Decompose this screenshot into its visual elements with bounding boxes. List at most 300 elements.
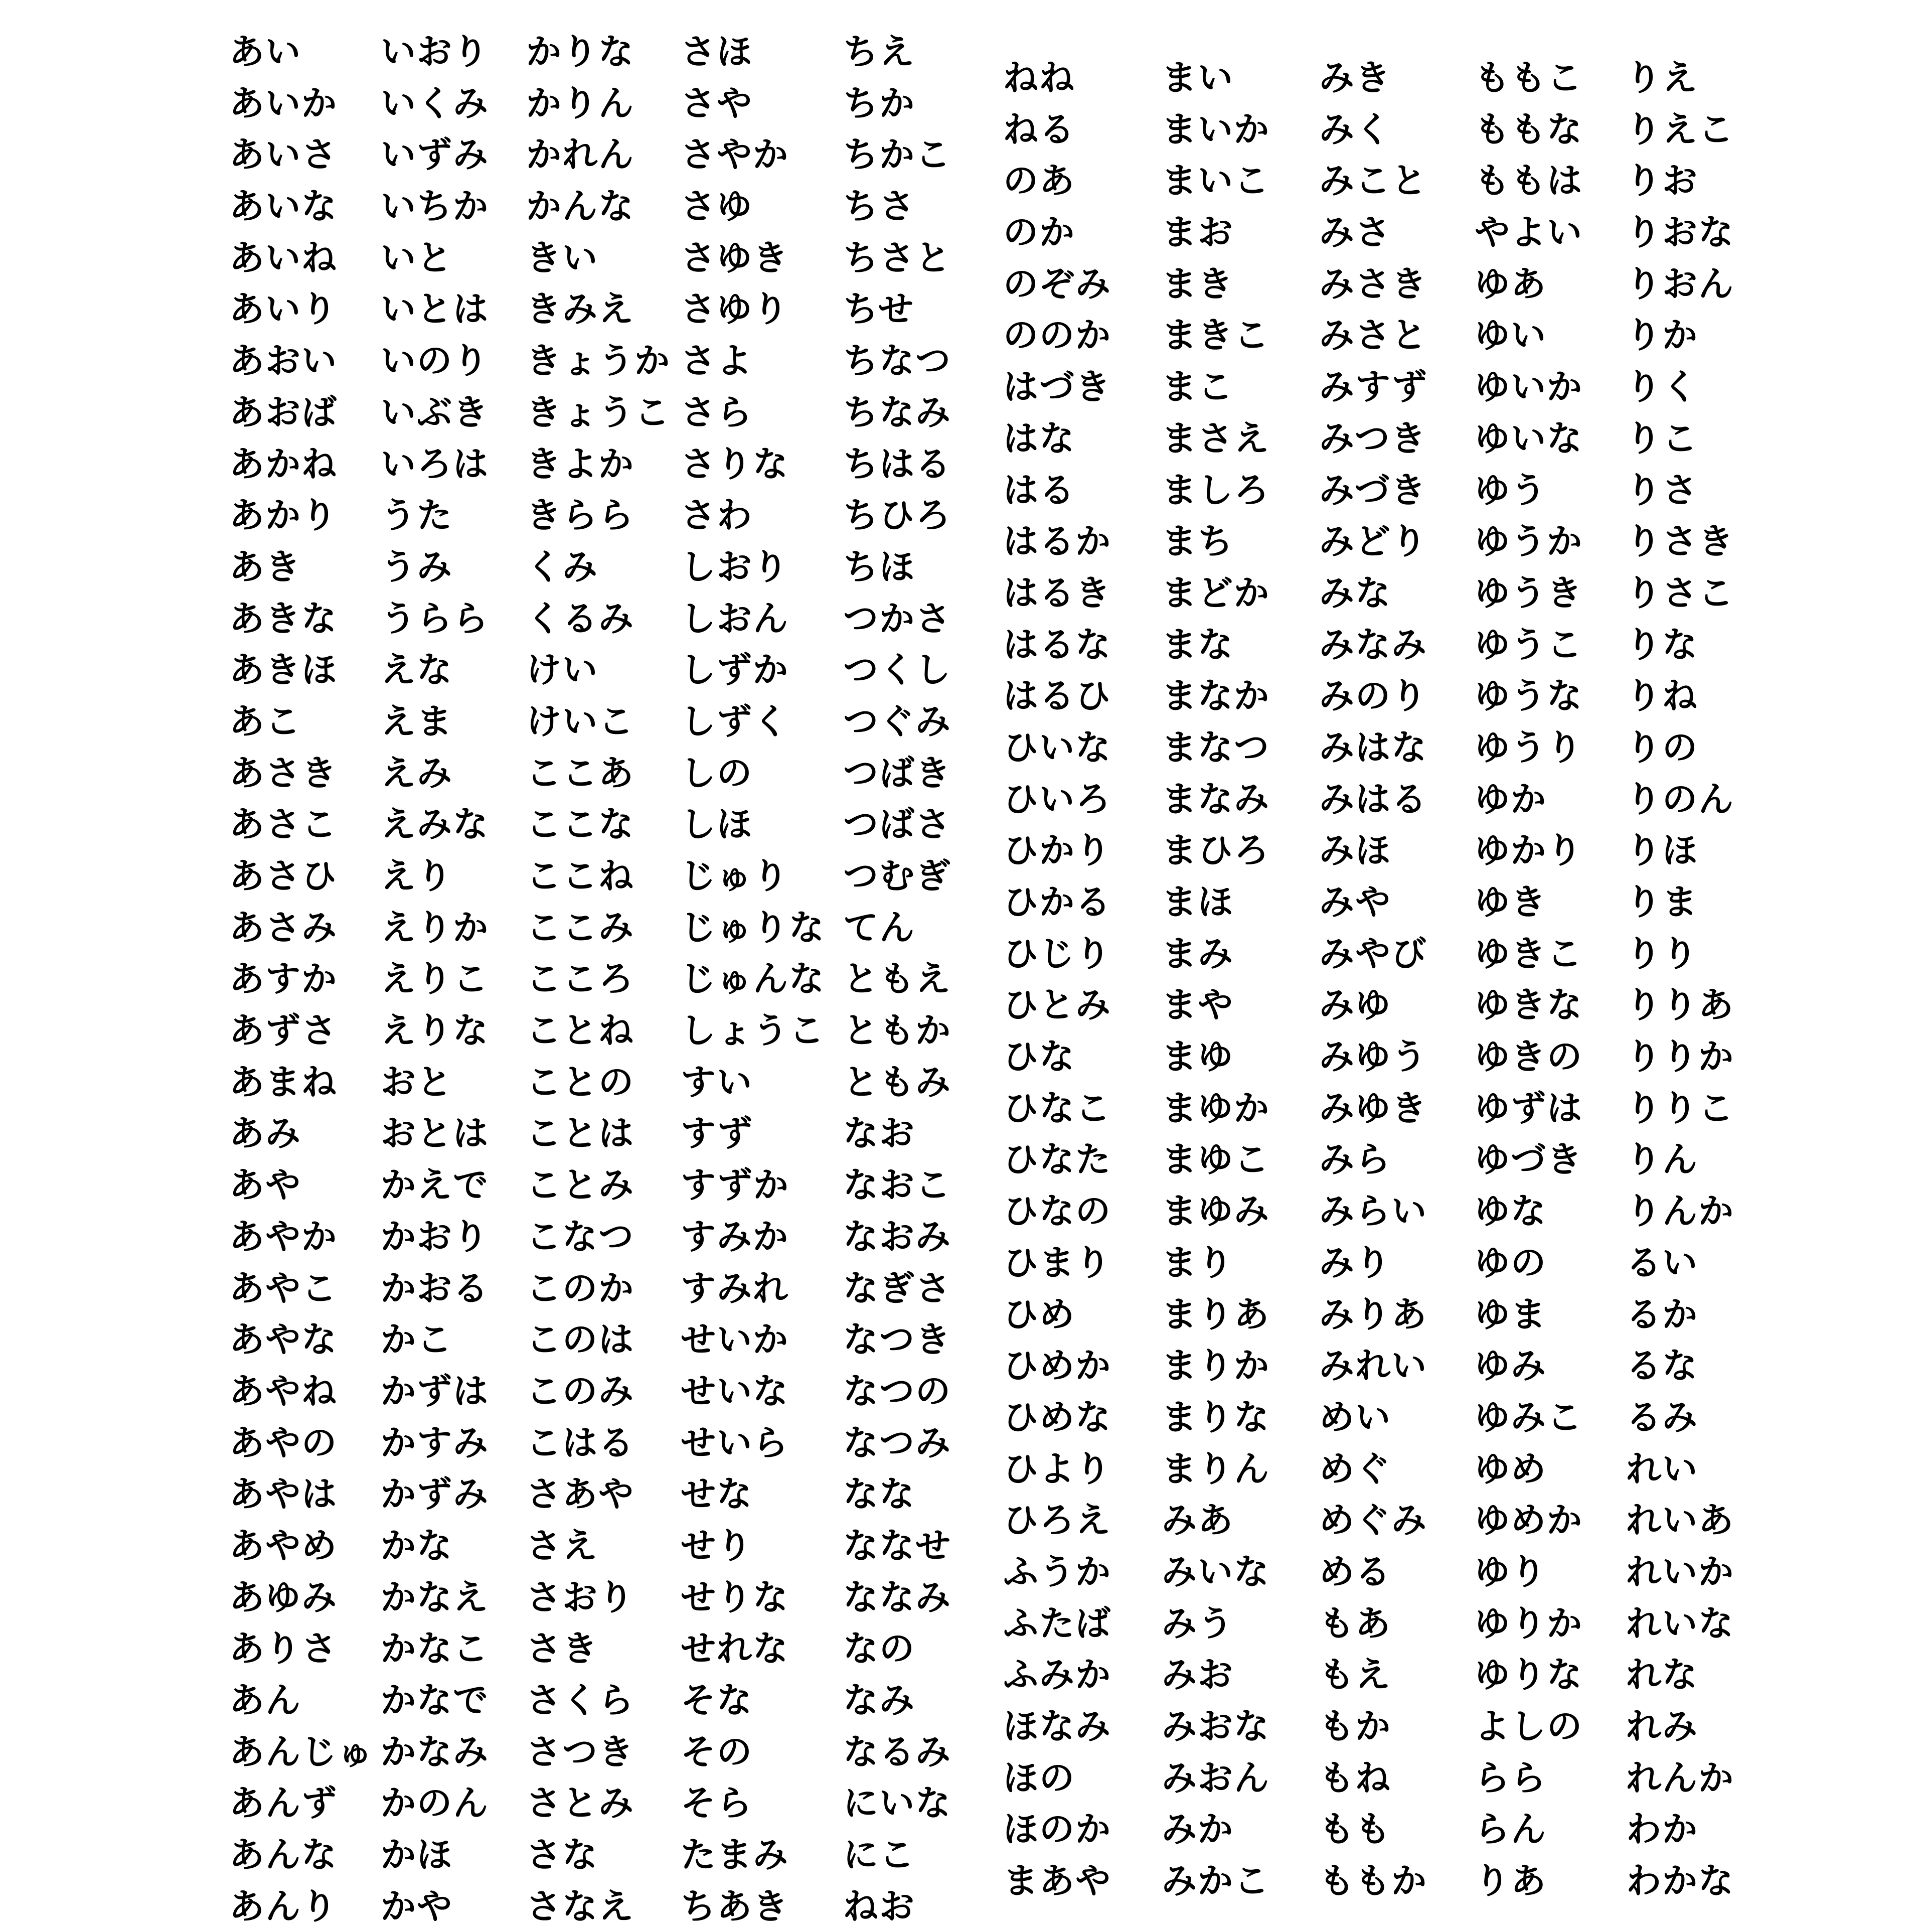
name-item: さき	[526, 1628, 598, 1670]
name-item: れいな	[1626, 1602, 1734, 1644]
name-item: あいか	[229, 82, 338, 124]
name-item: わか	[1626, 1809, 1698, 1850]
name-item: すみか	[681, 1216, 789, 1257]
name-item: あんず	[229, 1782, 338, 1824]
name-item: まなか	[1162, 675, 1270, 717]
name-column	[1319, 52, 1475, 1907]
name-item: ももは	[1475, 160, 1583, 202]
name-item: ゆり	[1475, 1551, 1547, 1592]
name-item: すみれ	[681, 1267, 789, 1309]
name-item: ゆりな	[1475, 1654, 1583, 1696]
name-item: にこ	[843, 1834, 915, 1876]
name-item: そな	[681, 1680, 753, 1721]
name-item: さえ	[526, 1525, 598, 1566]
name-item: みさき	[1319, 263, 1427, 305]
name-item: かえで	[381, 1164, 489, 1206]
name-item: まあや	[1003, 1860, 1111, 1902]
name-item: ひまり	[1003, 1242, 1111, 1283]
name-item: あんり	[229, 1885, 338, 1927]
name-item: あやの	[229, 1422, 338, 1463]
name-item: ななみ	[843, 1576, 951, 1618]
name-item: れいか	[1626, 1551, 1734, 1592]
name-item: ひなた	[1003, 1139, 1111, 1180]
name-item: さなえ	[526, 1885, 634, 1927]
name-item: ゆきこ	[1475, 933, 1583, 974]
name-item: りのん	[1626, 778, 1734, 820]
name-item: つくし	[843, 649, 951, 691]
name-item: れい	[1626, 1448, 1698, 1490]
name-item: ねね	[1003, 57, 1075, 98]
name-item: せれな	[681, 1628, 789, 1670]
name-item: せりな	[681, 1576, 789, 1618]
name-item: さゆ	[681, 186, 753, 227]
name-item: かなで	[381, 1680, 489, 1721]
name-item: かおる	[381, 1267, 489, 1309]
name-item: れんか	[1626, 1757, 1734, 1799]
name-item: ゆか	[1475, 778, 1547, 820]
name-item: あまね	[229, 1061, 338, 1103]
name-item: そら	[681, 1782, 753, 1824]
name-item: まゆ	[1162, 1036, 1234, 1078]
name-item: まりか	[1162, 1345, 1270, 1387]
name-item: らん	[1475, 1809, 1547, 1850]
name-item: みく	[1319, 108, 1391, 150]
name-item: ひより	[1003, 1448, 1111, 1490]
name-item: ちはる	[843, 443, 951, 485]
name-item: はづき	[1003, 366, 1111, 408]
name-item: みさと	[1319, 315, 1427, 356]
name-item: えりこ	[381, 958, 489, 1000]
name-item: あいね	[229, 237, 338, 278]
name-item: ちか	[843, 82, 915, 124]
name-item: まひろ	[1162, 830, 1270, 871]
name-item: つばさ	[843, 804, 951, 845]
name-item: もか	[1319, 1706, 1391, 1747]
name-item: ゆみ	[1475, 1345, 1547, 1387]
name-item: ひなの	[1003, 1191, 1111, 1232]
name-item: せり	[681, 1525, 753, 1566]
name-column	[1003, 52, 1162, 1907]
name-item: くみ	[526, 546, 598, 587]
name-item: りく	[1626, 366, 1698, 408]
name-item: ことね	[526, 1010, 634, 1052]
name-item: えま	[381, 700, 453, 742]
name-item: まさえ	[1162, 417, 1270, 459]
name-item: あゆみ	[229, 1576, 338, 1618]
name-item: のか	[1003, 212, 1075, 253]
name-item: ゆめ	[1475, 1448, 1547, 1490]
name-item: あずさ	[229, 1010, 338, 1052]
name-item: なおみ	[843, 1216, 951, 1257]
name-item: なおこ	[843, 1164, 951, 1206]
name-item: のぞみ	[1003, 263, 1111, 305]
name-item: ゆうこ	[1475, 624, 1583, 665]
name-item: みかこ	[1162, 1860, 1270, 1902]
name-item: じゅりな	[681, 907, 825, 948]
name-item: うみ	[381, 546, 453, 587]
name-item: みつき	[1319, 417, 1427, 459]
name-item: ゆめか	[1475, 1500, 1583, 1541]
name-item: ちかこ	[843, 134, 951, 176]
name-item: あかね	[229, 443, 338, 485]
name-item: ゆま	[1475, 1293, 1547, 1335]
name-item: ちなみ	[843, 391, 951, 433]
name-item: あき	[229, 546, 301, 587]
name-item: なつの	[843, 1370, 951, 1412]
name-item: はるひ	[1003, 675, 1111, 717]
name-item: りね	[1626, 675, 1698, 717]
name-item: ゆみこ	[1475, 1396, 1583, 1438]
name-item: なみ	[843, 1680, 915, 1721]
name-item: ももか	[1319, 1860, 1427, 1902]
name-item: ゆうり	[1475, 726, 1583, 768]
name-item: みらい	[1319, 1191, 1427, 1232]
name-item: じゅんな	[681, 958, 825, 1000]
name-item: りこ	[1626, 417, 1698, 459]
name-item: さりな	[681, 443, 789, 485]
name-item: なるみ	[843, 1731, 951, 1772]
name-item: なつき	[843, 1319, 951, 1361]
name-item: ちさ	[843, 186, 915, 227]
name-item: ゆうき	[1475, 572, 1583, 614]
name-item: あさみ	[229, 907, 338, 948]
name-item: まみ	[1162, 933, 1234, 974]
name-item: さや	[681, 82, 753, 124]
name-item: るな	[1626, 1345, 1698, 1387]
name-item: いのり	[381, 340, 489, 382]
name-item: つかさ	[843, 598, 951, 639]
name-item: みやび	[1319, 933, 1427, 974]
name-item: かすみ	[381, 1422, 489, 1463]
name-item: あいり	[229, 288, 338, 330]
name-item: あやか	[229, 1216, 338, 1257]
name-item: ちほ	[843, 546, 915, 587]
name-item: るか	[1626, 1293, 1698, 1335]
name-item: さやか	[681, 134, 789, 176]
name-item: つぐみ	[843, 700, 951, 742]
name-item: ひとみ	[1003, 984, 1111, 1026]
name-item: きみえ	[526, 288, 634, 330]
name-item: りおん	[1626, 263, 1734, 305]
name-item: まゆか	[1162, 1087, 1270, 1129]
name-item: りさ	[1626, 469, 1698, 511]
name-item: いずみ	[381, 134, 489, 176]
name-item: つばき	[843, 752, 951, 794]
name-item: りり	[1626, 933, 1698, 974]
name-item: さほ	[681, 31, 753, 72]
name-item: たまみ	[681, 1834, 789, 1876]
name-item: こなつ	[526, 1216, 634, 1257]
name-item: いと	[381, 237, 453, 278]
name-item: みづき	[1319, 469, 1427, 511]
name-item: せいな	[681, 1370, 789, 1412]
name-item: ねお	[843, 1885, 915, 1927]
name-item: みり	[1319, 1242, 1391, 1283]
name-item: あんな	[229, 1834, 338, 1876]
name-item: みう	[1162, 1602, 1234, 1644]
name-item: まいか	[1162, 108, 1270, 150]
name-item: あや	[229, 1164, 301, 1206]
name-item: いちか	[381, 186, 489, 227]
name-item: あみ	[229, 1113, 301, 1154]
name-item: さな	[526, 1834, 598, 1876]
name-item: まな	[1162, 624, 1234, 665]
name-item: まき	[1162, 263, 1234, 305]
name-item: あこ	[229, 700, 301, 742]
name-item: みおな	[1162, 1706, 1270, 1747]
name-item: ふみか	[1003, 1654, 1111, 1696]
name-item: あさこ	[229, 804, 338, 845]
name-item: まりあ	[1162, 1293, 1270, 1335]
name-item: みき	[1319, 57, 1391, 98]
name-item: てん	[843, 907, 915, 948]
name-item: きょうこ	[526, 391, 671, 433]
name-item: かんな	[526, 186, 634, 227]
name-item: しずか	[681, 649, 789, 691]
name-item: あかり	[229, 495, 338, 536]
name-item: けいこ	[526, 700, 634, 742]
name-item: ひかり	[1003, 830, 1111, 871]
name-item: ひかる	[1003, 881, 1111, 923]
name-item: やよい	[1475, 212, 1583, 253]
name-item: しおり	[681, 546, 789, 587]
name-item: くるみ	[526, 598, 634, 639]
name-column	[843, 26, 951, 1932]
name-item: ことみ	[526, 1164, 634, 1206]
name-item: みのり	[1319, 675, 1427, 717]
name-item: あいな	[229, 186, 338, 227]
name-item: あやめ	[229, 1525, 338, 1566]
name-item: あんじゅ	[229, 1731, 374, 1772]
name-column	[1162, 52, 1319, 1907]
name-item: えみな	[381, 804, 489, 845]
name-item: あやは	[229, 1473, 338, 1515]
name-item: まなみ	[1162, 778, 1270, 820]
name-column	[526, 26, 681, 1932]
right-name-list	[1003, 52, 1746, 1907]
name-item: うらら	[381, 598, 489, 639]
name-item: いくみ	[381, 82, 489, 124]
name-item: みゆ	[1319, 984, 1391, 1026]
name-item: かなこ	[381, 1628, 489, 1670]
name-item: みりあ	[1319, 1293, 1427, 1335]
name-item: りりこ	[1626, 1087, 1734, 1129]
name-item: らら	[1475, 1757, 1547, 1799]
left-name-list	[229, 26, 951, 1932]
name-item: さら	[681, 391, 753, 433]
name-item: かや	[381, 1885, 453, 1927]
name-item: りほ	[1626, 830, 1698, 871]
name-item: しょうこ	[681, 1010, 825, 1052]
name-item: めぐみ	[1319, 1500, 1427, 1541]
name-item: ののか	[1003, 315, 1111, 356]
name-item: ゆうか	[1475, 521, 1583, 562]
name-item: おとは	[381, 1113, 489, 1154]
name-item: りえ	[1626, 57, 1698, 98]
name-item: りさこ	[1626, 572, 1734, 614]
name-item: ここみ	[526, 907, 634, 948]
name-item: もね	[1319, 1757, 1391, 1799]
name-item: このは	[526, 1319, 634, 1361]
name-item: りんか	[1626, 1191, 1734, 1232]
name-item: かれん	[526, 134, 634, 176]
name-item: うた	[381, 495, 453, 536]
name-item: かりん	[526, 82, 634, 124]
name-item: あん	[229, 1680, 301, 1721]
name-item: まりん	[1162, 1448, 1270, 1490]
name-item: まなつ	[1162, 726, 1270, 768]
name-item: あさひ	[229, 855, 338, 897]
name-item: みこと	[1319, 160, 1427, 202]
name-item: こはる	[526, 1422, 634, 1463]
name-item: けい	[526, 649, 598, 691]
name-item: まりな	[1162, 1396, 1270, 1438]
name-item: ここな	[526, 804, 634, 845]
name-item: なな	[843, 1473, 915, 1515]
name-item: みあ	[1162, 1500, 1234, 1541]
name-item: まほ	[1162, 881, 1234, 923]
name-item: さわ	[681, 495, 753, 536]
name-item: ほのか	[1003, 1809, 1111, 1850]
name-item: ゆいな	[1475, 417, 1583, 459]
name-item: さよ	[681, 340, 753, 382]
name-item: きい	[526, 237, 598, 278]
name-item: のあ	[1003, 160, 1075, 202]
name-item: かりな	[526, 31, 634, 72]
name-item: まゆこ	[1162, 1139, 1270, 1180]
name-item: ふたば	[1003, 1602, 1111, 1644]
name-item: はるか	[1003, 521, 1111, 562]
name-item: ゆきの	[1475, 1036, 1583, 1078]
name-item: ゆう	[1475, 469, 1547, 511]
name-item: まゆみ	[1162, 1191, 1270, 1232]
name-item: みら	[1319, 1139, 1391, 1180]
name-item: あおい	[229, 340, 338, 382]
name-item: さあや	[526, 1473, 634, 1515]
name-item: えみ	[381, 752, 453, 794]
name-item: ちせ	[843, 288, 914, 330]
name-item: さつき	[526, 1731, 634, 1772]
name-item: ゆかり	[1475, 830, 1583, 871]
name-item: みどり	[1319, 521, 1427, 562]
name-item: かずみ	[381, 1473, 489, 1515]
name-item: ともえ	[843, 958, 951, 1000]
name-item: ひじり	[1003, 933, 1111, 974]
name-item: しおん	[681, 598, 789, 639]
name-item: ゆづき	[1475, 1139, 1583, 1180]
name-item: なの	[843, 1628, 915, 1670]
name-item: りの	[1626, 726, 1698, 768]
name-item: まいこ	[1162, 160, 1270, 202]
name-item: りえこ	[1626, 108, 1734, 150]
name-item: ゆあ	[1475, 263, 1547, 305]
name-item: みおん	[1162, 1757, 1270, 1799]
name-item: ちひろ	[843, 495, 951, 536]
name-item: ともみ	[843, 1061, 951, 1103]
name-item: もも	[1319, 1809, 1391, 1850]
name-item: ここあ	[526, 752, 634, 794]
name-item: さゆり	[681, 288, 789, 330]
name-item: れいあ	[1626, 1500, 1734, 1541]
name-item: ゆい	[1475, 315, 1547, 356]
name-item: まどか	[1162, 572, 1270, 614]
name-item: すず	[681, 1113, 753, 1154]
name-item: さおり	[526, 1576, 634, 1618]
name-item: えりな	[381, 1010, 489, 1052]
name-item: まち	[1162, 521, 1234, 562]
name-item: みお	[1162, 1654, 1234, 1696]
name-item: みゆう	[1319, 1036, 1427, 1078]
name-column	[1626, 52, 1746, 1907]
name-item: りりあ	[1626, 984, 1734, 1026]
name-item: ひめ	[1003, 1293, 1075, 1335]
name-item: みなみ	[1319, 624, 1427, 665]
name-item: ゆきな	[1475, 984, 1583, 1026]
name-item: ひなこ	[1003, 1087, 1111, 1129]
name-item: まや	[1162, 984, 1234, 1026]
name-item: おと	[381, 1061, 453, 1103]
name-column	[381, 26, 526, 1932]
name-item: かほ	[381, 1834, 453, 1876]
name-item: ことの	[526, 1061, 634, 1103]
name-item: ひめか	[1003, 1345, 1111, 1387]
name-item: なお	[843, 1113, 915, 1154]
name-item: ひろえ	[1003, 1500, 1111, 1541]
name-item: こころ	[526, 958, 634, 1000]
name-item: るみ	[1626, 1396, 1698, 1438]
name-item: りか	[1626, 315, 1698, 356]
name-item: ひいな	[1003, 726, 1111, 768]
name-item: りりか	[1626, 1036, 1734, 1078]
name-column	[229, 26, 381, 1932]
name-item: かのん	[381, 1782, 489, 1824]
name-item: りあ	[1475, 1860, 1547, 1902]
name-item: みさ	[1319, 212, 1391, 253]
name-item: れみ	[1626, 1706, 1698, 1747]
name-item: かなみ	[381, 1731, 489, 1772]
name-item: まり	[1162, 1242, 1234, 1283]
name-item: ともか	[843, 1010, 951, 1052]
name-item: あさき	[229, 752, 338, 794]
name-item: さゆき	[681, 237, 789, 278]
name-item: きよか	[526, 443, 634, 485]
name-item: つむぎ	[843, 855, 951, 897]
name-item: ゆの	[1475, 1242, 1547, 1283]
name-item: いおり	[381, 31, 489, 72]
name-item: かな	[381, 1525, 453, 1566]
name-item: みほ	[1319, 830, 1391, 871]
name-item: める	[1319, 1551, 1391, 1592]
name-item: みか	[1162, 1809, 1234, 1850]
name-item: ももな	[1475, 108, 1583, 150]
name-item: るい	[1626, 1242, 1698, 1283]
name-item: ちあき	[681, 1885, 789, 1927]
name-item: ななせ	[843, 1525, 951, 1566]
name-item: えな	[381, 649, 453, 691]
name-item: ことは	[526, 1113, 634, 1154]
name-item: みはる	[1319, 778, 1427, 820]
name-item: みな	[1319, 572, 1391, 614]
name-item: にいな	[843, 1782, 951, 1824]
name-item: めい	[1319, 1396, 1391, 1438]
name-item: ちなつ	[843, 340, 951, 382]
name-column	[681, 26, 843, 1932]
name-item: れな	[1626, 1654, 1698, 1696]
name-item: ゆりか	[1475, 1602, 1583, 1644]
name-item: ゆな	[1475, 1191, 1547, 1232]
name-item: あきほ	[229, 649, 338, 691]
name-item: なつみ	[843, 1422, 951, 1463]
